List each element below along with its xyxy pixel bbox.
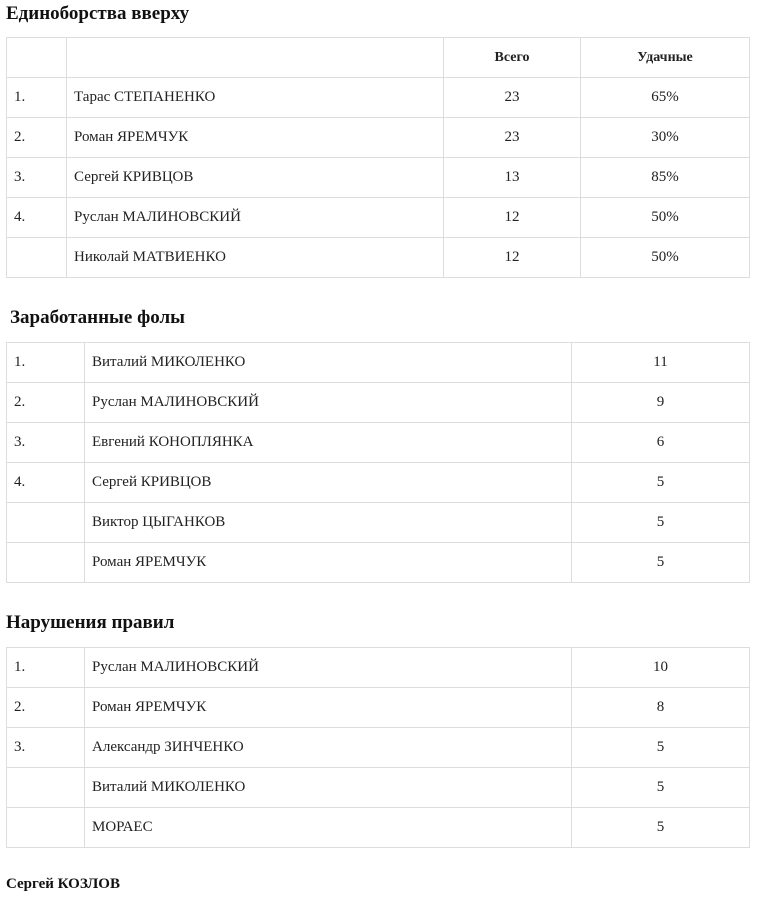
total-value: 12: [444, 238, 581, 278]
count-value: 5: [572, 463, 750, 503]
table-row: [7, 198, 750, 238]
player-name: Руслан МАЛИНОВСКИЙ: [67, 198, 444, 238]
count-value: 5: [572, 808, 750, 848]
table-row: [7, 118, 750, 158]
fouls-committed-table: [6, 647, 750, 848]
section-title-duels-up: Единоборства вверху: [6, 3, 190, 24]
success-value: 50%: [581, 198, 750, 238]
player-name: Руслан МАЛИНОВСКИЙ: [85, 383, 572, 423]
count-value: 5: [572, 503, 750, 543]
player-name: Виктор ЦЫГАНКОВ: [85, 503, 572, 543]
row-num: 4.: [7, 198, 67, 238]
total-value: 13: [444, 158, 581, 198]
row-num: 3.: [7, 158, 67, 198]
row-num: [7, 238, 67, 278]
table-row: [7, 78, 750, 118]
header-num: [7, 38, 67, 78]
player-name: Евгений КОНОПЛЯНКА: [85, 423, 572, 463]
player-name: Руслан МАЛИНОВСКИЙ: [85, 648, 572, 688]
row-num: [7, 503, 85, 543]
count-value: 10: [572, 648, 750, 688]
table-row: [7, 238, 750, 278]
author-byline: Сергей КОЗЛОВ: [6, 876, 120, 892]
table-row: [7, 728, 750, 768]
section-title-fouls-committed: Нарушения правил: [6, 612, 175, 633]
row-num: 4.: [7, 463, 85, 503]
player-name: Николай МАТВИЕНКО: [67, 238, 444, 278]
row-num: [7, 543, 85, 583]
header-name: [67, 38, 444, 78]
success-value: 65%: [581, 78, 750, 118]
player-name: Сергей КРИВЦОВ: [85, 463, 572, 503]
table-row: [7, 343, 750, 383]
table-header-row: [7, 38, 750, 78]
success-value: 85%: [581, 158, 750, 198]
total-value: 23: [444, 78, 581, 118]
table-row: [7, 158, 750, 198]
player-name: Виталий МИКОЛЕНКО: [85, 768, 572, 808]
player-name: Сергей КРИВЦОВ: [67, 158, 444, 198]
row-num: [7, 768, 85, 808]
player-name: Тарас СТЕПАНЕНКО: [67, 78, 444, 118]
row-num: 3.: [7, 423, 85, 463]
section-title-fouls-earned: Заработанные фолы: [10, 307, 185, 328]
table-row: [7, 463, 750, 503]
fouls-earned-table: [6, 342, 750, 583]
table-row: [7, 423, 750, 463]
player-name: Александр ЗИНЧЕНКО: [85, 728, 572, 768]
total-value: 12: [444, 198, 581, 238]
row-num: 3.: [7, 728, 85, 768]
total-value: 23: [444, 118, 581, 158]
count-value: 9: [572, 383, 750, 423]
player-name: Роман ЯРЕМЧУК: [85, 543, 572, 583]
table-row: [7, 648, 750, 688]
player-name: МОРАЕС: [85, 808, 572, 848]
count-value: 11: [572, 343, 750, 383]
row-num: 2.: [7, 688, 85, 728]
success-value: 30%: [581, 118, 750, 158]
row-num: 1.: [7, 343, 85, 383]
table-row: [7, 543, 750, 583]
count-value: 8: [572, 688, 750, 728]
count-value: 5: [572, 768, 750, 808]
row-num: 1.: [7, 78, 67, 118]
table-row: [7, 808, 750, 848]
table-row: [7, 503, 750, 543]
player-name: Виталий МИКОЛЕНКО: [85, 343, 572, 383]
count-value: 6: [572, 423, 750, 463]
success-value: 50%: [581, 238, 750, 278]
table-row: [7, 768, 750, 808]
count-value: 5: [572, 728, 750, 768]
count-value: 5: [572, 543, 750, 583]
player-name: Роман ЯРЕМЧУК: [85, 688, 572, 728]
row-num: [7, 808, 85, 848]
row-num: 1.: [7, 648, 85, 688]
row-num: 2.: [7, 118, 67, 158]
header-success: Удачные: [581, 38, 750, 78]
row-num: 2.: [7, 383, 85, 423]
player-name: Роман ЯРЕМЧУК: [67, 118, 444, 158]
header-total: Всего: [444, 38, 581, 78]
duels-up-table: [6, 37, 750, 278]
table-row: [7, 383, 750, 423]
table-row: [7, 688, 750, 728]
